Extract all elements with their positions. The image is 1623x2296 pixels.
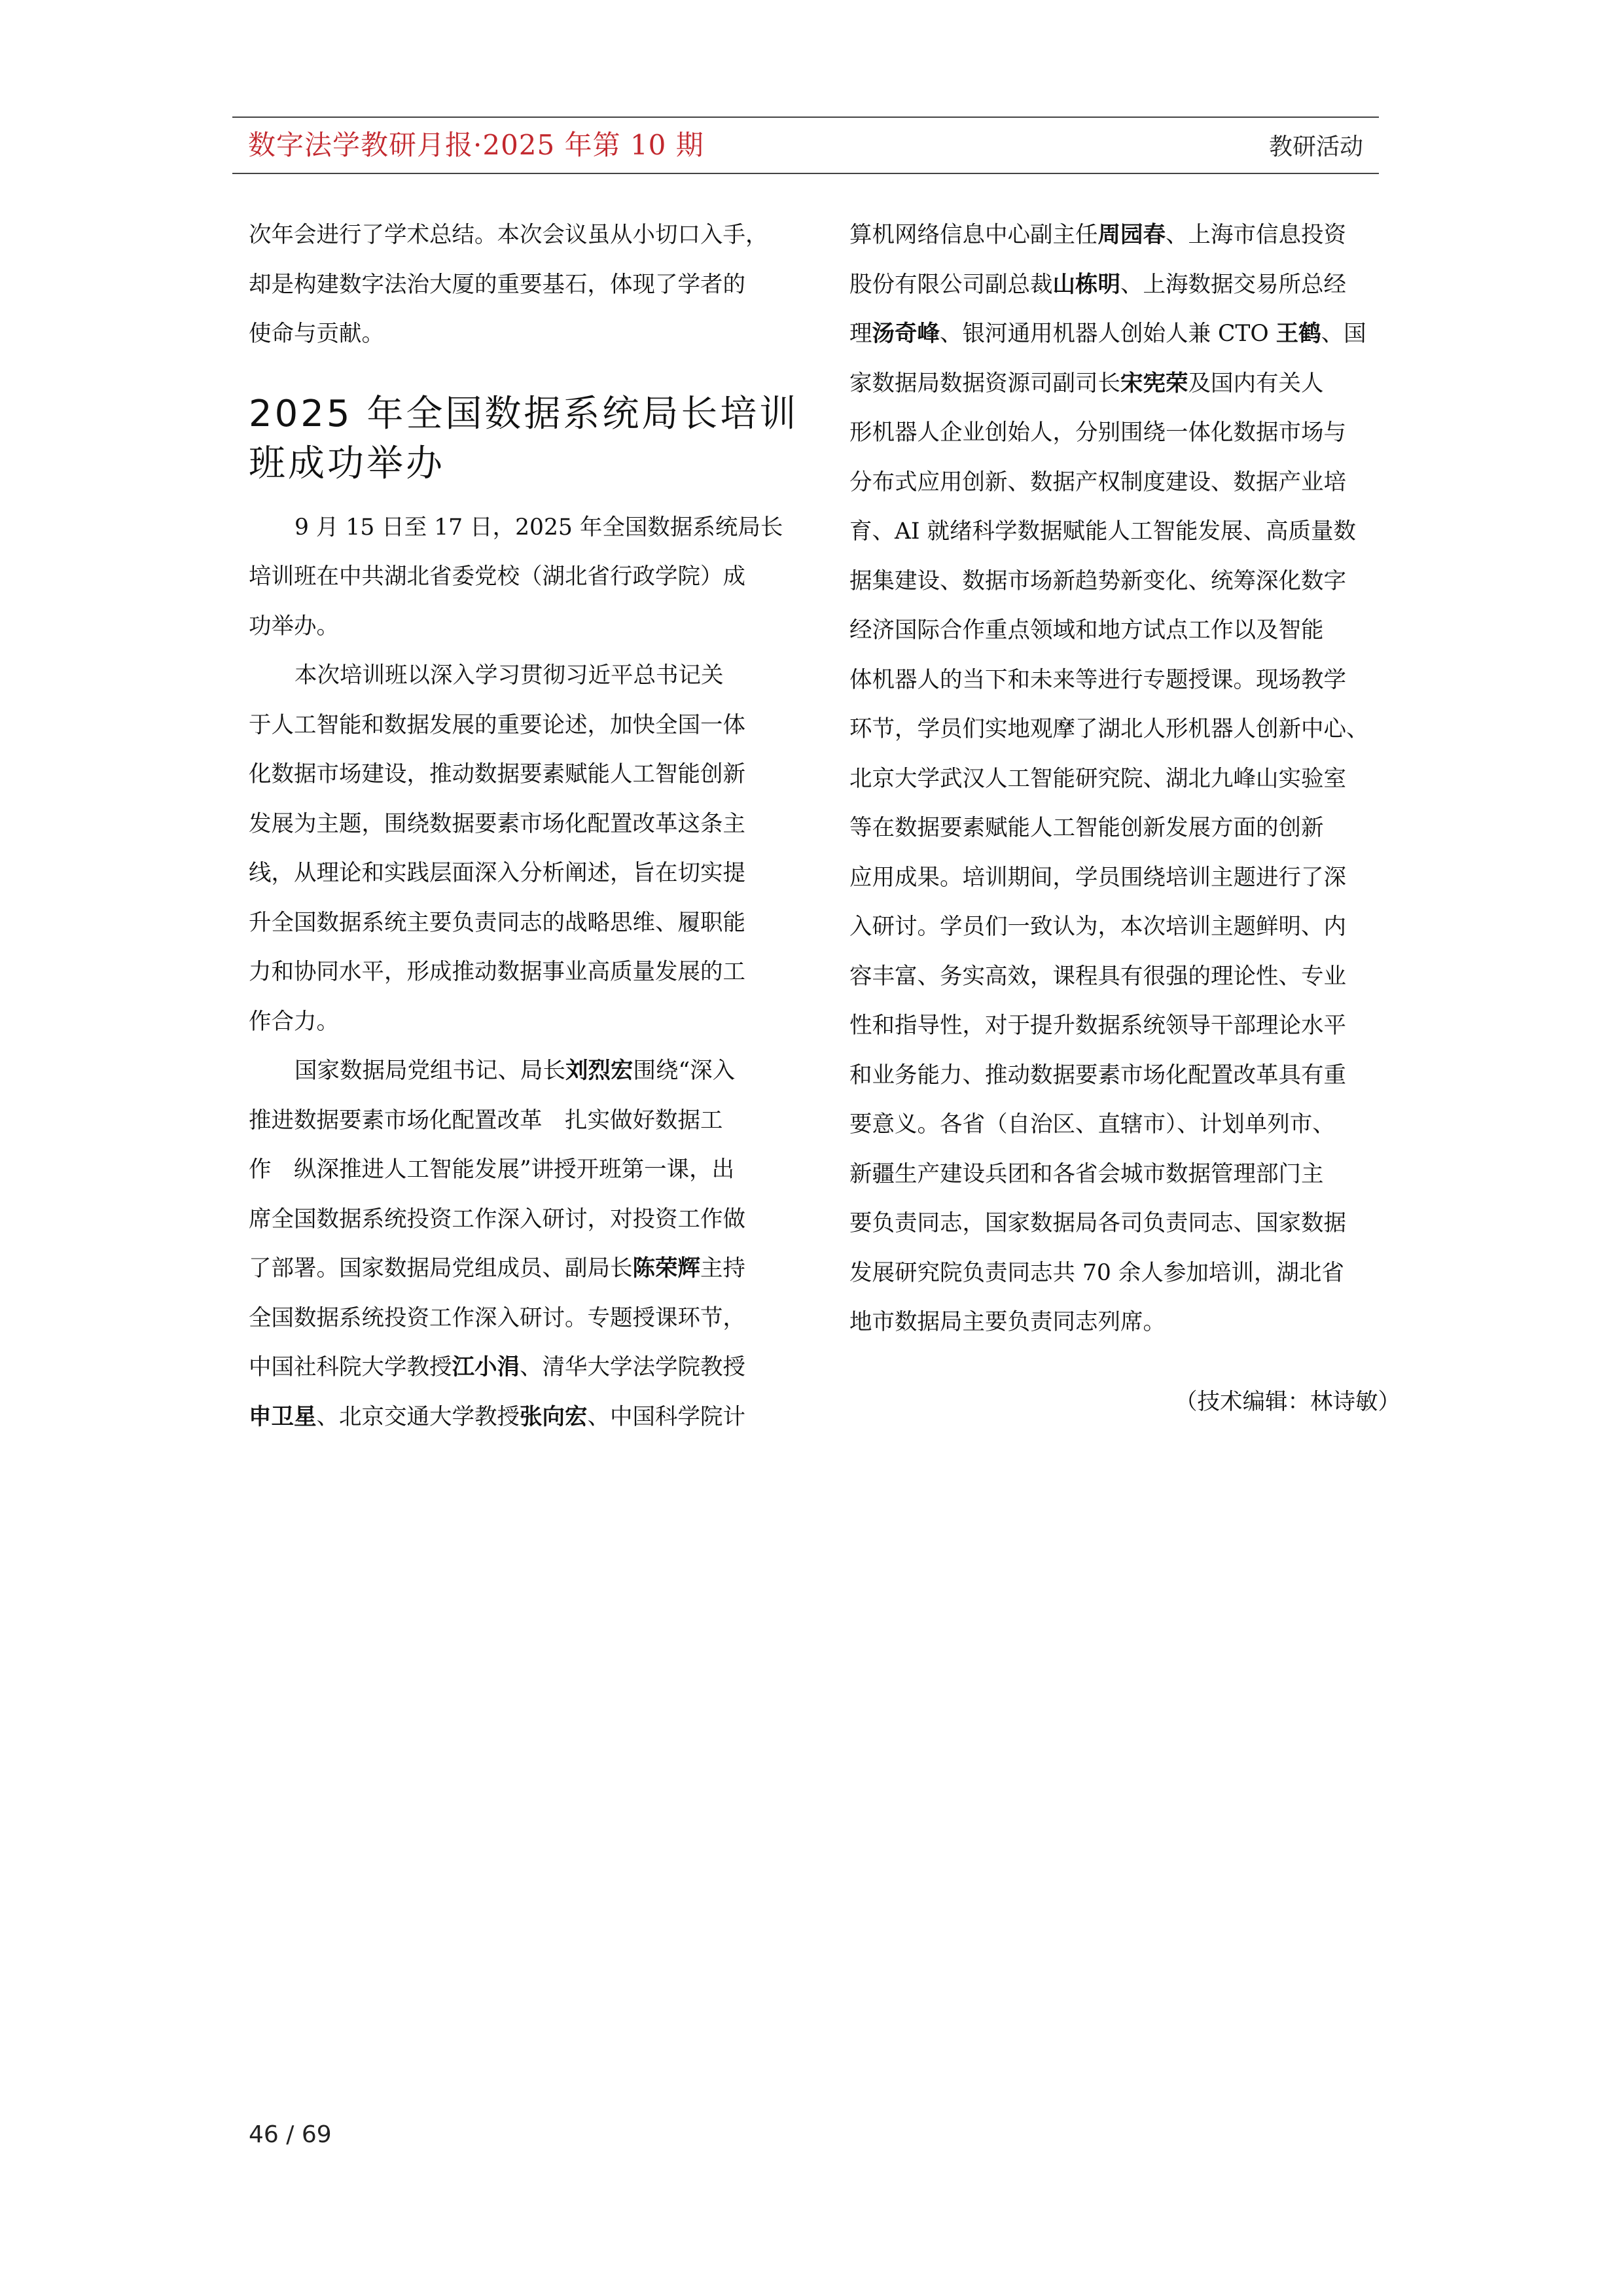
text-line [249, 1343, 800, 1393]
section-label: 教研活动 [1268, 134, 1363, 160]
text-line: 性和指导性，对于提升数据系统领导干部理论水平 [849, 1013, 1346, 1039]
heading-line: 2025 年全国数据系统局长培训 [249, 392, 799, 435]
text-run: 、上海数据交易所总经 [1120, 271, 1346, 298]
page-number: 46 / 69 [249, 2121, 332, 2148]
text-line: 据集建设、数据市场新趋势新变化、统筹深化数字 [849, 567, 1346, 594]
page-header [232, 117, 1379, 175]
text-line: 要负责同志，国家数据局各司负责同志、国家数据 [849, 1210, 1346, 1236]
text-line: 全国数据系统投资工作深入研讨。专题授课环节， [249, 1304, 745, 1331]
text-run: 、银河通用机器人创始人兼 CTO [940, 321, 1276, 347]
text-line: 应用成果。培训期间，学员围绕培训主题进行了深 [849, 864, 1346, 891]
text-line: 培训班在中共湖北省委党校（湖北省行政学院）成 [249, 564, 745, 590]
text-run: 主持 [700, 1255, 745, 1282]
text-line [249, 1393, 800, 1443]
text-line: 使命与贡献。 [249, 321, 384, 347]
text-line: 新疆生产建设兵团和各省会城市数据管理部门主 [849, 1160, 1324, 1187]
text-run: 、北京交通大学教授 [316, 1403, 520, 1430]
paragraph-speakers [249, 1047, 800, 1442]
text-line [849, 211, 1400, 260]
text-run: 国家数据局党组书记、局长 [294, 1058, 565, 1084]
right-column [849, 211, 1400, 1427]
text-line [849, 260, 1400, 310]
text-line: 和业务能力、推动数据要素市场化配置改革具有重 [849, 1062, 1346, 1088]
heading-line: 班成功举办 [249, 442, 445, 485]
text-line: 发展研究院负责同志共 70 余人参加培训，湖北省 [849, 1259, 1344, 1286]
text-line: 要意义。各省（自治区、直辖市）、计划单列市、 [849, 1111, 1335, 1138]
technical-editor-credit: （技术编辑：林诗敏） [1175, 1388, 1400, 1415]
text-line: 化数据市场建设，推动数据要素赋能人工智能创新 [249, 761, 745, 787]
person-name: 王鹤 [1275, 321, 1321, 347]
text-line: 容丰富、务实高效，课程具有很强的理论性、专业 [849, 963, 1346, 990]
person-name: 汤奇峰 [872, 321, 940, 347]
text-line: 北京大学武汉人工智能研究院、湖北九峰山实验室 [849, 765, 1346, 792]
text-run: 、中国科学院计 [587, 1403, 745, 1430]
text-line: 席全国数据系统投资工作深入研讨，对投资工作做 [249, 1206, 745, 1232]
text-run: 、国 [1321, 321, 1366, 347]
text-line: 体机器人的当下和未来等进行专题授课。现场教学 [849, 666, 1346, 693]
text-line: 地市数据局主要负责同志列席。 [849, 1309, 1166, 1335]
text-line: 育、AI 就绪科学数据赋能人工智能发展、高质量数 [849, 518, 1357, 545]
text-run: 股份有限公司副总裁 [849, 271, 1053, 298]
text-run: 算机网络信息中心副主任 [849, 222, 1098, 248]
text-line: 升全国数据系统主要负责同志的战略思维、履职能 [249, 909, 745, 936]
text-line: 入研讨。学员们一致认为，本次培训主题鲜明、内 [849, 914, 1346, 940]
text-run: 、清华大学法学院教授 [520, 1354, 745, 1380]
text-line: 作合力。 [249, 1008, 339, 1035]
text-line: 9 月 15 日至 17 日，2025 年全国数据系统局长 [294, 514, 783, 541]
left-column [249, 211, 800, 1442]
person-name: 宋宪荣 [1120, 370, 1188, 397]
text-line: 作 纵深推进人工智能发展”讲授开班第一课，出 [249, 1157, 735, 1183]
text-run: 理 [849, 321, 872, 347]
text-line [249, 1047, 800, 1096]
header-bottom-rule [232, 173, 1379, 174]
text-line: 环节，学员们实地观摩了湖北人形机器人创新中心、 [849, 716, 1369, 742]
text-run: 家数据局数据资源司副司长 [849, 370, 1120, 397]
text-line: 分布式应用创新、数据产权制度建设、数据产业培 [849, 469, 1346, 495]
text-line: 功举办。 [249, 613, 339, 639]
paragraph-dates [249, 503, 800, 652]
text-line: 推进数据要素市场化配置改革 扎实做好数据工 [249, 1107, 723, 1134]
text-line [849, 310, 1400, 359]
text-run: 、上海市信息投资 [1166, 222, 1346, 248]
text-line: 经济国际合作重点领域和地方试点工作以及智能 [849, 617, 1324, 643]
text-run: 中国社科院大学教授 [249, 1354, 452, 1380]
person-name: 山栋明 [1052, 271, 1120, 298]
journal-title: 数字法学教研月报·2025 年第 10 期 [248, 129, 704, 161]
person-name: 江小涓 [452, 1354, 520, 1380]
text-line: 于人工智能和数据发展的重要论述，加快全国一体 [249, 711, 745, 738]
intro-paragraph [249, 211, 800, 359]
text-line: 线，从理论和实践层面深入分析阐述，旨在切实提 [249, 860, 745, 886]
article-heading [249, 389, 800, 489]
text-line [849, 359, 1400, 409]
text-run: 及国内有关人 [1188, 370, 1324, 397]
person-name: 陈荣辉 [632, 1255, 700, 1282]
text-line: 次年会进行了学术总结。本次会议虽从小切口入手， [249, 222, 768, 248]
person-name: 刘烈宏 [565, 1058, 633, 1084]
text-line: 力和协同水平，形成推动数据事业高质量发展的工 [249, 959, 745, 985]
person-name: 周园春 [1097, 222, 1166, 248]
person-name: 申卫星 [249, 1403, 317, 1430]
text-run: 了部署。国家数据局党组成员、副局长 [249, 1255, 633, 1282]
text-line: 等在数据要素赋能人工智能创新发展方面的创新 [849, 815, 1324, 841]
text-line: 形机器人企业创始人，分别围绕一体化数据市场与 [849, 420, 1346, 446]
text-line: 本次培训班以深入学习贯彻习近平总书记关 [294, 662, 724, 689]
text-line: 发展为主题，围绕数据要素市场化配置改革这条主 [249, 810, 745, 837]
header-top-rule [232, 117, 1379, 118]
paragraph-speakers-continued [849, 211, 1400, 1348]
text-line [249, 1244, 800, 1294]
text-line: 却是构建数字法治大厦的重要基石，体现了学者的 [249, 271, 745, 298]
person-name: 张向宏 [520, 1403, 588, 1430]
text-run: 围绕“深入 [633, 1058, 736, 1084]
paragraph-theme [249, 651, 800, 1047]
